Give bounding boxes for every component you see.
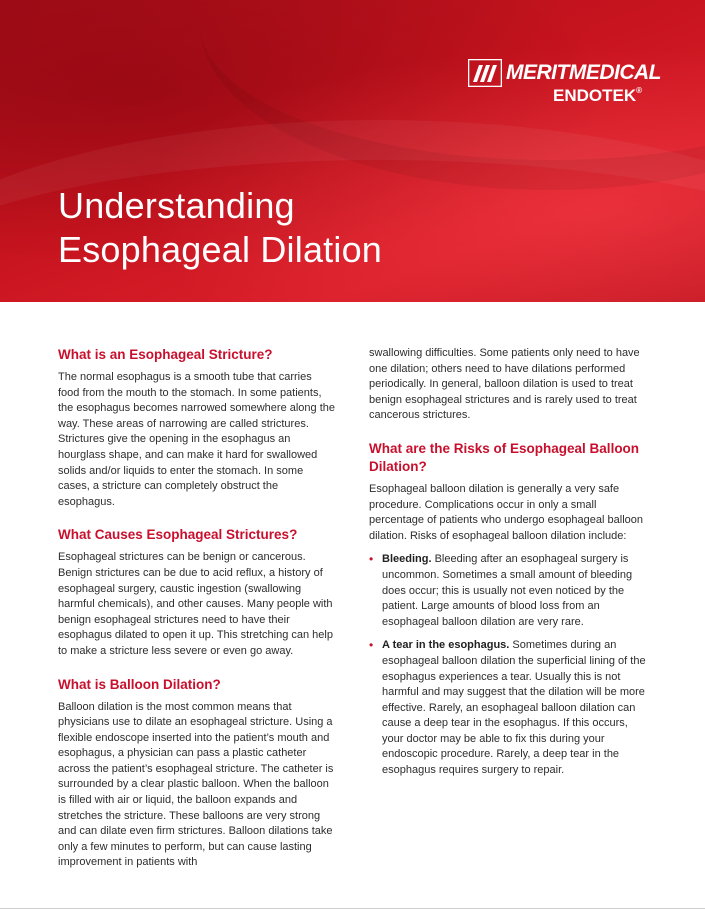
list-item [369,638,649,778]
merit-logo-mark-icon [468,59,502,87]
list-item [369,552,649,630]
logo-wordmark: MERITMEDICAL [506,61,661,84]
section-balloon-continued [369,346,649,424]
section-balloon [58,676,336,872]
title-line-2: Esophageal Dilation [58,229,383,270]
page-title [58,184,382,272]
risk-text: Sometimes during an esophageal balloon dilation the superficial lining of the esophagus experiences a tear. Usually this is not harmful and may suggest that the dilation will be more effective. Rarely, an esophageal balloon dilation can cause a deep tear in the esophagus. If this occurs, your doctor may be able to fix this during your endoscopic procedure. Rarely, a deep tear in the esophagus requires surgery to repair. [382,639,646,777]
logo-subbrand [553,85,642,107]
section-heading: What is Balloon Dilation? [58,676,221,692]
section-stricture [58,346,336,510]
risk-text: Bleeding after an esophageal surgery is uncommon. Sometimes a small amount of bleeding does occur; this is usually not even noticed by the patient. Large amounts of blood loss from an esophageal balloon dilation are very rare. [382,553,633,628]
risk-term: A tear in the esophagus. [382,639,510,652]
merit-medical-endotek-logo [468,58,661,108]
title-line-1: Understanding [58,185,295,226]
registered-mark: ® [636,86,643,95]
risk-term: Bleeding. [382,553,432,566]
section-body: The normal esophagus is a smooth tube that carries food from the mouth to the stomach. In some patients, the esophagus becomes narrowed somewhere along the way. These areas of narrowing are called strictures. Strictures give the opening in the esophagus an hourglass shape, and can make it hard for swallowed solids and/or liquids to enter the stomach. In some cases, a stricture can completely obstruct the esophagus. [58,371,336,508]
section-body: Balloon dilation is the most common means that physicians use to dilate an esophageal stricture. Using a flexible endoscope inserted into the patient’s mouth and esophagus, a physician can pass a plastic catheter across the patient’s esophageal stricture. The catheter is surrounded by a clear plastic balloon. When the balloon is filled with air or liquid, the balloon expands and stretches the stricture. These balloons are very strong and can dilate even firm strictures. Balloon dilations take only a few minutes to perform, but can cause lasting improvement in patients with [58,700,334,869]
bullet-dot-icon: • [369,552,374,567]
right-column [369,346,649,795]
section-risks [369,440,649,779]
header-banner [0,0,705,302]
page-bottom-rule [0,908,705,909]
logo-subbrand-text: ENDOTEK [553,86,637,105]
section-causes [58,526,336,659]
section-body: Esophageal balloon dilation is generally a very safe procedure. Complications occur in only a small percentage of patients who undergo esophageal balloon dilation. Risks of esophageal balloon dilation include: [369,482,643,542]
section-body: Esophageal strictures can be benign or cancerous. Benign strictures can be due to acid reflux, a history of esophageal surgery, caustic ingestion (swallowing harmful chemicals), and other causes. Many people with benign esophageal strictures need to have their esophagus dilated to open it up. This stretching can help to make a stricture less severe or even go away. [58,551,333,657]
section-heading: What is an Esophageal Stricture? [58,347,273,362]
section-heading: What are the Risks of Esophageal Balloon Dilation? [369,440,640,474]
left-column [58,346,336,887]
bullet-dot-icon: • [369,638,374,653]
risk-list [369,552,649,778]
section-body-continued: swallowing difficulties. Some patients only need to have one dilation; others need to have dilations performed periodically. In general, balloon dilation is used to treat benign esophageal strictures and is rarely used to treat cancerous strictures. [369,347,640,422]
section-heading: What Causes Esophageal Strictures? [58,527,298,543]
